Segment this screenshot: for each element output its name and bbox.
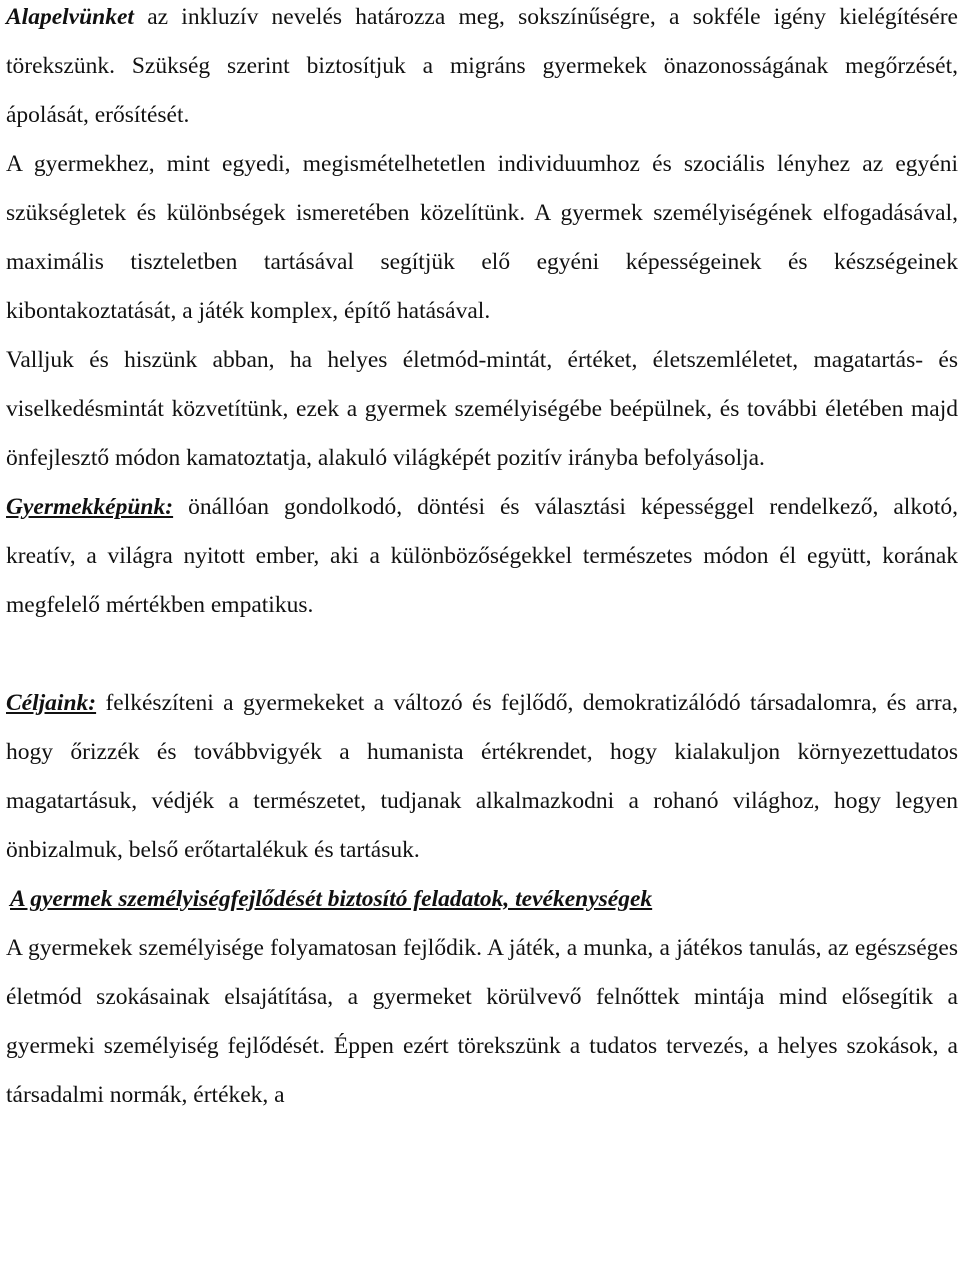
section-heading: A gyermek személyiségfejlődését biztosító feladatok, tevékenységek bbox=[10, 886, 653, 912]
goals-lead: Céljaink: bbox=[6, 690, 97, 716]
goals-text: felkészíteni a gyermekeket a változó és fejlődő, demokratizálódó társadalomra, és arra, hogy őrizzék és továbbvigyék a humanista értékrendet, hogy kialakuljon környezettudatos magatartásuk, védjék a természetet, tudjanak alkalmazkodni a rohanó világhoz, hogy legyen önbizalmuk, belső erőtartalékuk és tartásuk. bbox=[6, 690, 958, 863]
child-image-lead: Gyermekképünk: bbox=[6, 494, 174, 520]
paragraph-beliefs: Valljuk és hiszünk abban, ha helyes életmód-mintát, értéket, életszemléletet, magatartás- és viselkedésmintát közvetítünk, ezek a gyermek személyiségébe beépülnek, és további életében majd önfejlesztő módon kamatoztatja, alakuló világképét pozitív irányba befolyásolja. bbox=[6, 347, 958, 471]
principles-text: az inkluzív nevelés határozza meg, sokszínűségre, a sokféle igény kielégítésére törekszünk. Szükség szerint biztosítjuk a migráns gyermekek önazonosságának megőrzését, ápolását, erősítését. bbox=[6, 4, 958, 128]
principles-lead: Alapelvünket bbox=[6, 4, 134, 30]
paragraph-child-approach: A gyermekhez, mint egyedi, megismételhetetlen individuumhoz és szociális lényhez az egyéni szükségletek és különbségek ismeretében közelítünk. A gyermek személyiségének elfogadásával, maximális tiszteletben tartásával segítjük elő egyéni képességeinek és készségeinek kibontakoztatását, a játék komplex, építő hatásával. bbox=[6, 151, 958, 324]
paragraph-goals bbox=[6, 679, 958, 875]
paragraph-principles bbox=[6, 0, 958, 140]
child-image-text: önállóan gondolkodó, döntési és választási képességgel rendelkező, alkotó, kreatív, a világra nyitott ember, aki a különbözőségekkel természetes módon él együtt, korának megfelelő mértékben empatikus. bbox=[6, 494, 958, 618]
paragraph-personality-development: A gyermekek személyisége folyamatosan fejlődik. A játék, a munka, a játékos tanulás, az egészséges életmód szokásainak elsajátítása, a gyermeket körülvevő felnőttek mintája mind elősegítik a gyermeki személyiség fejlődését. Éppen ezért törekszünk a tudatos tervezés, a helyes szokások, a társadalmi normák, értékek, a bbox=[6, 935, 958, 1108]
document-page bbox=[6, 0, 958, 1120]
paragraph-child-image bbox=[6, 483, 958, 630]
